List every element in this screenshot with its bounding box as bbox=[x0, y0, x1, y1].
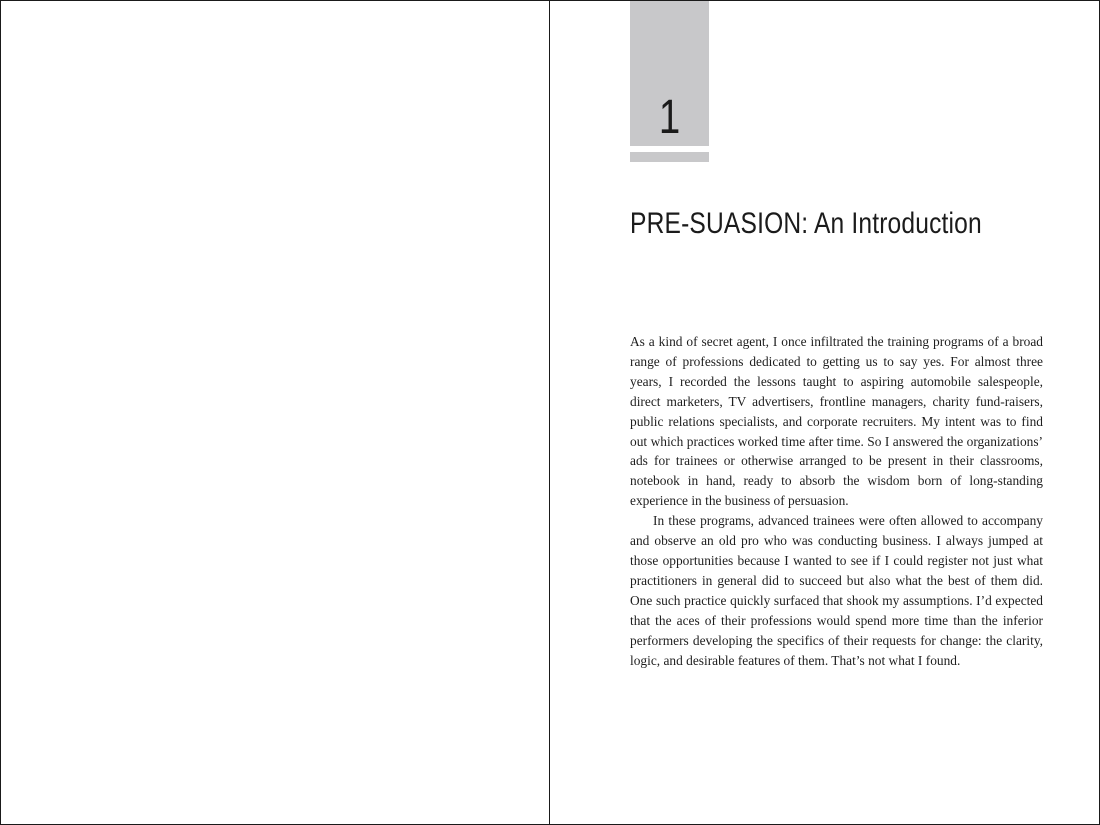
chapter-title: PRE-SUASION: An Introduction bbox=[630, 207, 982, 240]
right-page bbox=[549, 0, 1100, 825]
paragraph: As a kind of secret agent, I once infiltrated the training programs of a broad range of professions dedicated to getting us to say yes. For almost three years, I recorded the lessons taught to aspiring automobile salespeople, direct marketers, TV advertisers, frontline managers, charity fund-raisers, public relations specialists, and corporate recruiters. My intent was to find out which practices worked time after time. So I answered the organizations’ ads for trainees or otherwise arranged to be present in their classrooms, notebook in hand, ready to absorb the wisdom born of long-standing experience in the business of persuasion. bbox=[630, 334, 1043, 509]
body-text bbox=[630, 332, 1043, 670]
chapter-number-block bbox=[630, 1, 709, 146]
chapter-number: 1 bbox=[658, 91, 681, 144]
paragraph: In these programs, advanced trainees were often allowed to accompany and observe an old pro who was conducting business. I always jumped at those opportunities because I wanted to see if I could register not just what practitioners in general did to succeed but also what the best of them did. One such practice quickly surfaced that shook my assumptions. I’d expected that the aces of their professions would spend more time than the inferior performers developing the specifics of their requests for change: the clarity, logic, and desirable features of them. That’s not what I found. bbox=[630, 513, 1043, 668]
chapter-rule-bar bbox=[630, 152, 709, 162]
